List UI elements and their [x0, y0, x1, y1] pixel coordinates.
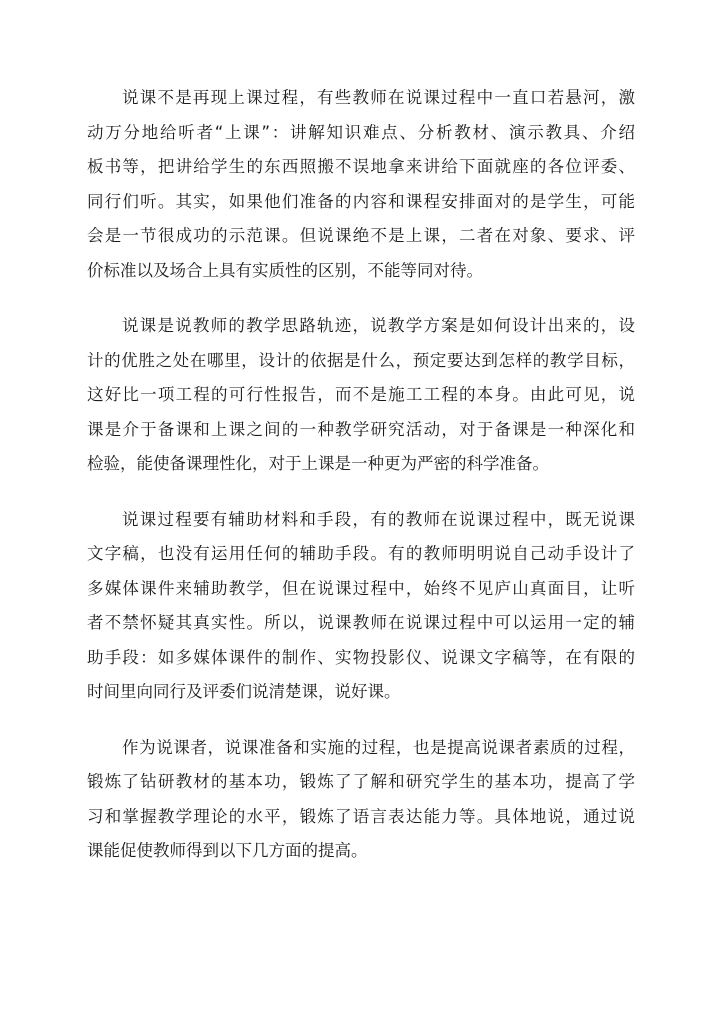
text-line: 习和掌握教学理论的水平，锻炼了语言表达能力等。具体地说，通过说: [87, 806, 635, 826]
text-line: 作为说课者，说课准备和实施的过程，也是提高说课者素质的过程，: [122, 737, 635, 757]
text-line: 者不禁怀疑其真实性。所以，说课教师在说课过程中可以运用一定的辅: [87, 613, 635, 632]
text-line: 板书等，把讲给学生的东西照搬不误地拿来讲给下面就座的各位评委、: [87, 157, 635, 176]
paragraph-2: [87, 309, 635, 482]
text-line: 动万分地给听者“上课”：讲解知识难点、分析教材、演示教具、介绍: [87, 122, 635, 142]
text-line: 锻炼了钻研教材的基本功，锻炼了了解和研究学生的基本功，提高了学: [87, 772, 635, 791]
text-line: 说课过程要有辅助材料和手段，有的教师在说课过程中，既无说课: [122, 509, 635, 529]
text-line: 时间里向同行及评委们说清楚课，说好课。: [87, 682, 401, 701]
text-line: 课是介于备课和上课之间的一种教学研究活动，对于备课是一种深化和: [87, 419, 635, 439]
text-line: 课能促使教师得到以下几方面的提高。: [87, 841, 368, 860]
text-line: 这好比一项工程的可行性报告，而不是施工工程的本身。由此可见，说: [87, 385, 635, 404]
document-page: [87, 81, 635, 890]
text-line: 说课不是再现上课过程，有些教师在说课过程中一直口若悬河，激: [122, 88, 635, 107]
paragraph-3: [87, 503, 635, 710]
text-line: 价标准以及场合上具有实质性的区别，不能等同对待。: [87, 260, 483, 280]
text-line: 多媒体课件来辅助教学，但在说课过程中，始终不见庐山真面目，让听: [87, 578, 635, 598]
text-line: 检验，能使备课理性化，对于上课是一种更为严密的科学准备。: [87, 454, 549, 473]
text-line: 说课是说教师的教学思路轨迹，说教学方案是如何设计出来的，设: [122, 316, 635, 335]
text-line: 文字稿，也没有运用任何的辅助手段。有的教师明明说自己动手设计了: [87, 544, 635, 563]
paragraph-4: [87, 731, 635, 869]
text-line: 计的优胜之处在哪里，设计的依据是什么，预定要达到怎样的教学目标，: [87, 350, 635, 370]
text-line: 会是一节很成功的示范课。但说课绝不是上课，二者在对象、要求、评: [87, 226, 635, 245]
text-line: 助手段：如多媒体课件的制作、实物投影仪、说课文字稿等，在有限的: [87, 647, 635, 667]
text-line: 同行们听。其实，如果他们准备的内容和课程安排面对的是学生，可能: [87, 191, 635, 211]
paragraph-1: [87, 81, 635, 288]
